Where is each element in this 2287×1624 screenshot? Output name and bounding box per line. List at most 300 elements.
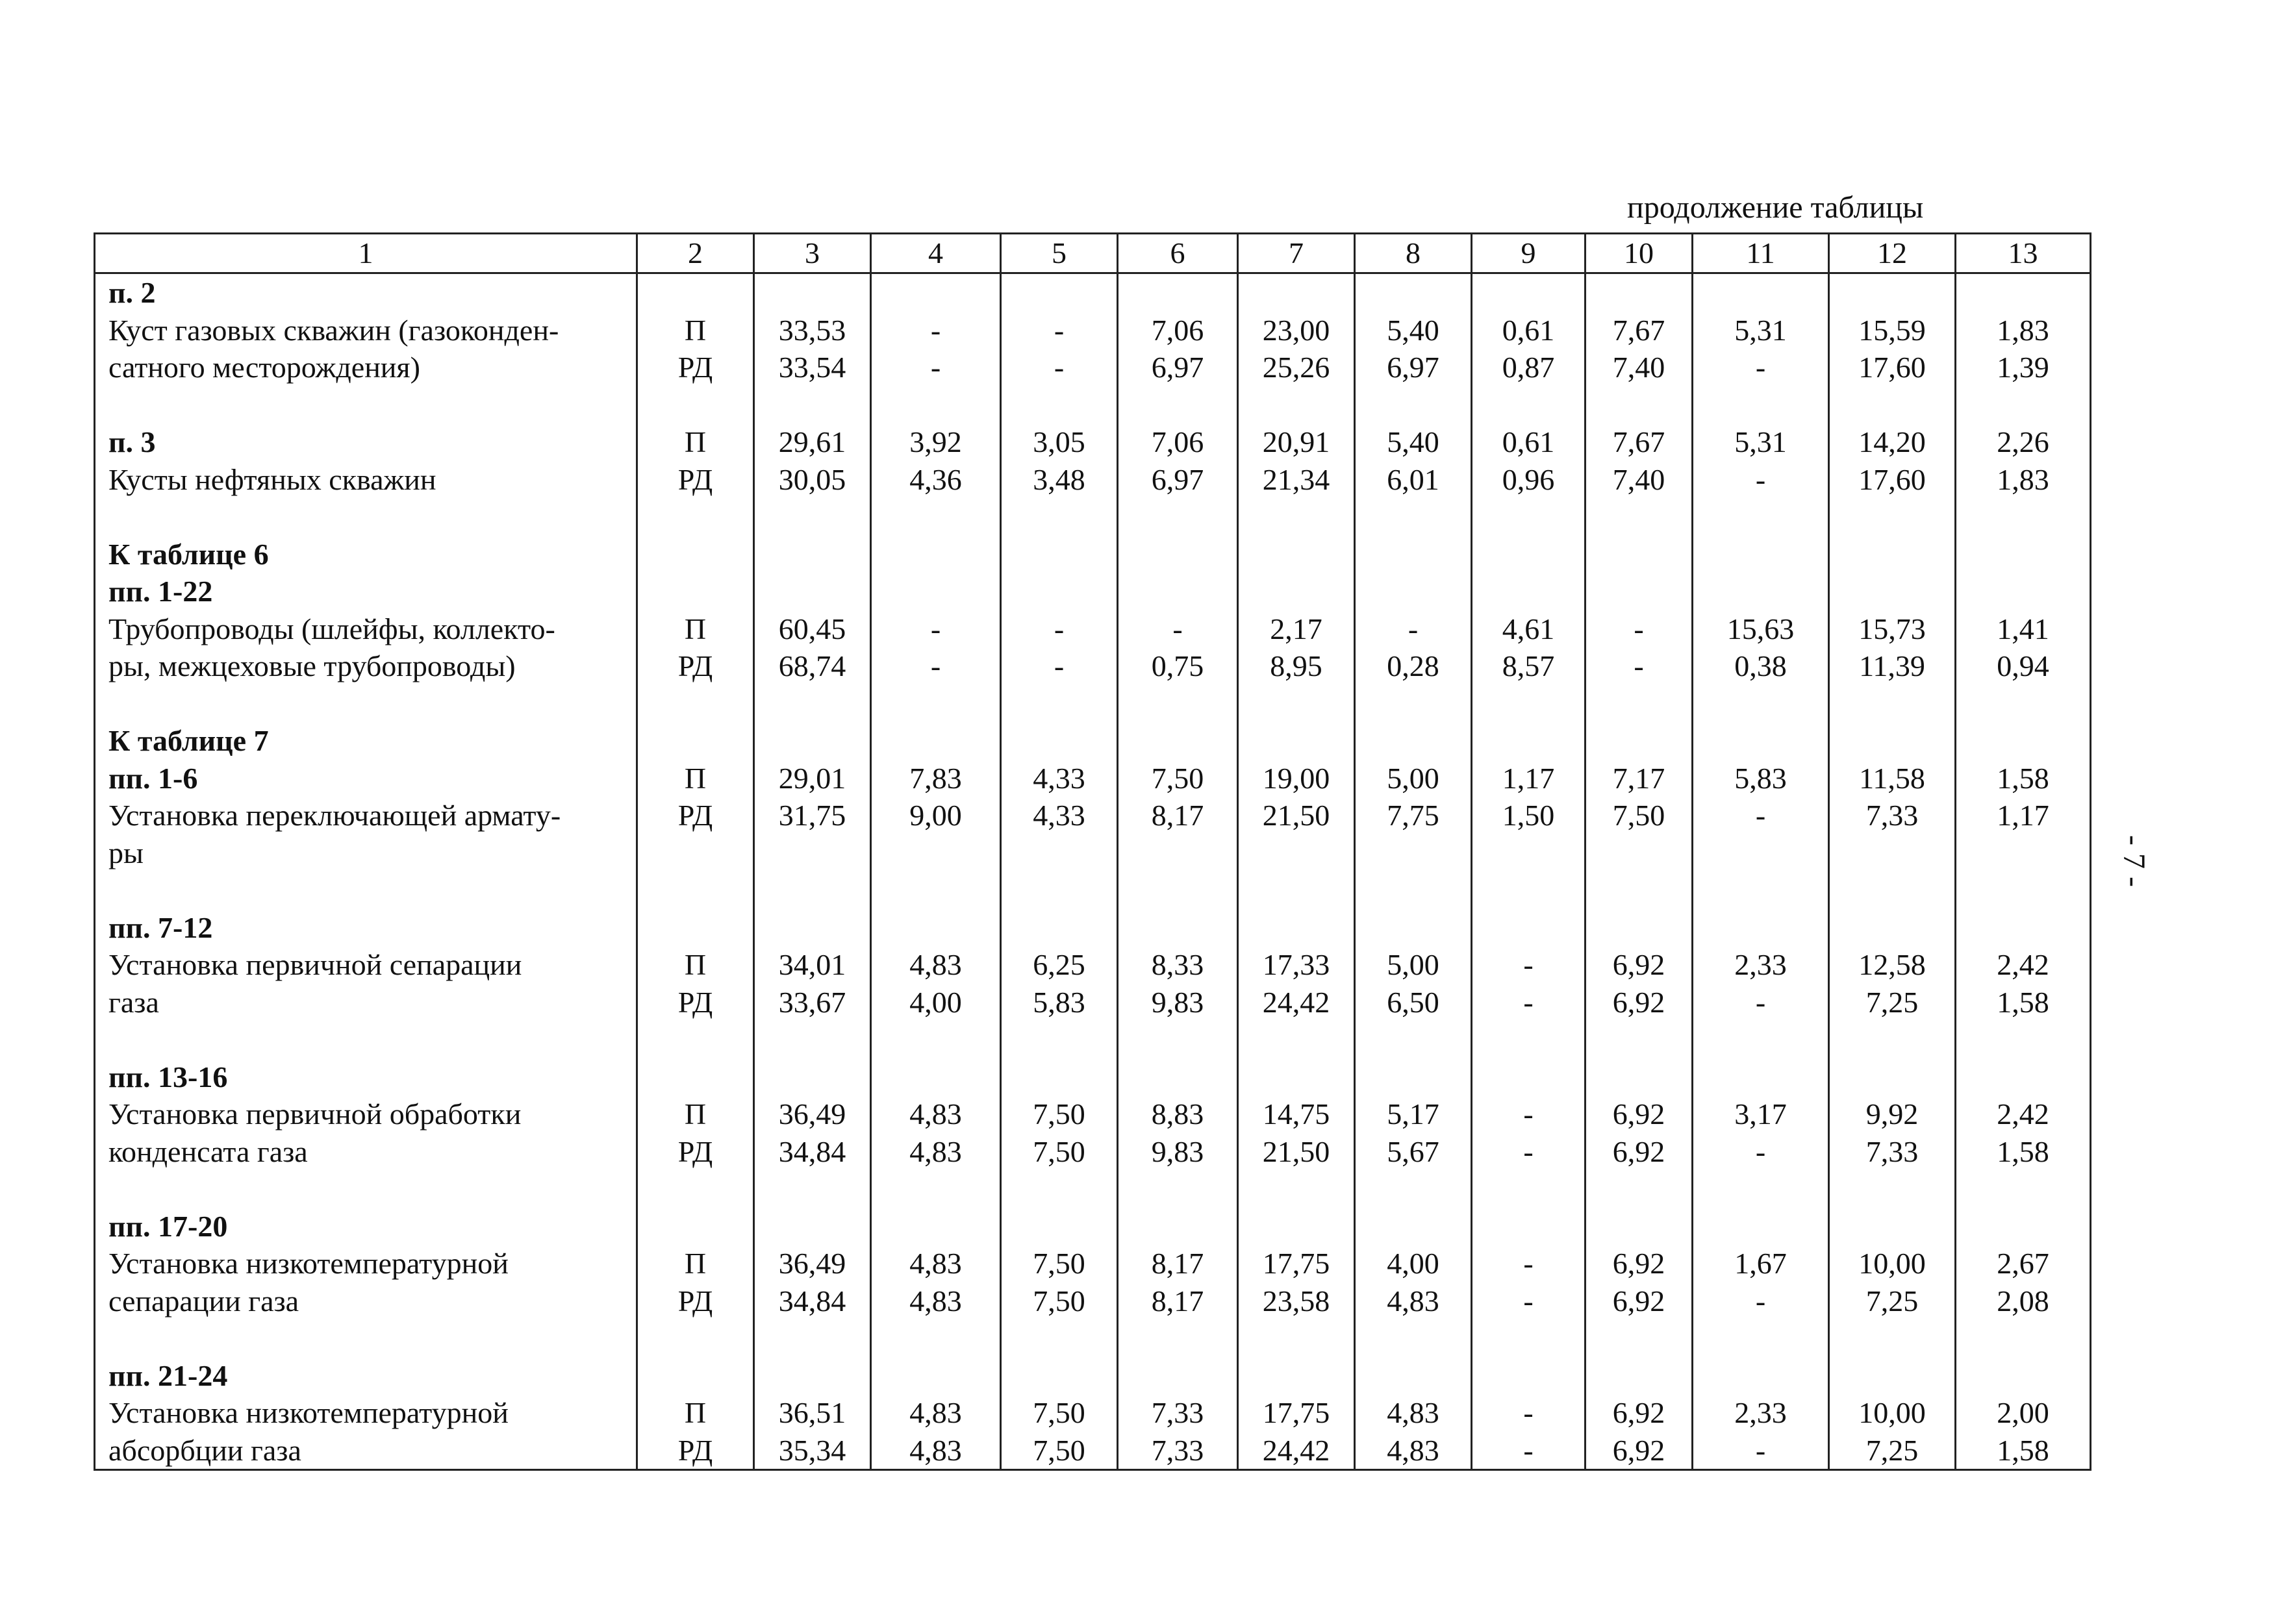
cell-value: 9,83 <box>1151 1134 1204 1168</box>
cell-value <box>1693 909 1828 947</box>
cell-value: 0,28 <box>1387 649 1439 682</box>
cell-value: 8,33 <box>1151 948 1204 981</box>
cell-value <box>1239 573 1354 610</box>
spacer-line <box>1356 685 1471 723</box>
cell-value: 7,25 <box>1865 1433 1919 1467</box>
cell-value: 24,42 <box>1262 1433 1330 1467</box>
cell-value: 4,00 <box>909 985 962 1019</box>
spacer-line <box>1693 1021 1828 1058</box>
spacer-line <box>755 871 870 909</box>
cell-value <box>872 274 1000 312</box>
spacer-line <box>108 386 636 424</box>
section-heading: пп. 1-22 <box>108 575 213 608</box>
cell-value: 8,17 <box>1151 1284 1204 1318</box>
cell-value <box>638 1208 753 1245</box>
cell-value: 7,67 <box>1612 313 1665 347</box>
cell-value <box>1586 274 1691 312</box>
cell-value: 7,50 <box>1033 1097 1085 1131</box>
value-cell <box>1118 536 1238 723</box>
cell-value: 7,50 <box>1033 1396 1085 1429</box>
cell-value <box>1356 722 1471 760</box>
cell-value: 20,91 <box>1262 425 1330 458</box>
value-cell <box>1118 273 1238 424</box>
cell-value: 6,92 <box>1612 1134 1665 1168</box>
cell-value <box>1118 274 1237 312</box>
cell-value: 6,01 <box>1387 462 1439 496</box>
cell-value: 60,45 <box>778 612 846 645</box>
cell-value: - <box>1755 985 1766 1019</box>
cell-value <box>1693 834 1828 872</box>
spacer-line <box>1472 1170 1584 1208</box>
cell-value <box>1472 1058 1584 1096</box>
cell-value: - <box>1523 1134 1534 1168</box>
item-label: Установка первичной сепарации <box>108 948 522 981</box>
value-cell <box>637 1058 754 1208</box>
cell-value: 8,95 <box>1270 649 1322 682</box>
cell-value: 5,67 <box>1387 1134 1439 1168</box>
cell-value: 36,49 <box>778 1247 846 1280</box>
cell-value <box>1956 1357 2090 1395</box>
cell-value: 8,17 <box>1151 1247 1204 1280</box>
cell-value: 2,26 <box>1997 425 2049 458</box>
spacer-line <box>1239 1170 1354 1208</box>
value-cell <box>637 909 754 1058</box>
value-cell <box>1472 909 1586 1058</box>
cell-value: 2,33 <box>1734 1396 1787 1429</box>
spacer-line <box>1118 498 1237 536</box>
value-cell <box>1472 1357 1586 1470</box>
cell-value: 10,00 <box>1858 1247 1926 1280</box>
cell-value: 9,00 <box>909 799 962 832</box>
spacer-line <box>872 871 1000 909</box>
cell-value: 5,00 <box>1387 761 1439 795</box>
cell-value: РД <box>677 462 713 496</box>
value-cell <box>1238 1058 1355 1208</box>
cell-value: 7,25 <box>1865 985 1919 1019</box>
cell-value <box>1586 722 1691 760</box>
spacer-line <box>1586 1319 1691 1357</box>
section-heading: К таблице 6 <box>108 537 269 571</box>
cell-value: 15,73 <box>1858 612 1926 645</box>
cell-value: П <box>684 1097 707 1131</box>
cell-value: - <box>1523 948 1534 981</box>
spacer-line <box>1693 1319 1828 1357</box>
column-header-9: 9 <box>1472 234 1586 273</box>
cell-value: 7,75 <box>1387 799 1439 832</box>
cell-value <box>638 1357 753 1395</box>
cell-value <box>755 909 870 947</box>
cell-value: 14,20 <box>1858 425 1926 458</box>
cell-value <box>1586 834 1691 872</box>
cell-value: 4,83 <box>909 1433 962 1467</box>
value-cell <box>1829 722 1956 909</box>
cell-value <box>638 536 753 573</box>
spacer-line <box>1002 498 1117 536</box>
spacer-line <box>872 1021 1000 1058</box>
cell-value: 6,97 <box>1151 462 1204 496</box>
column-header-7: 7 <box>1238 234 1355 273</box>
cell-value: 7,25 <box>1865 1284 1919 1318</box>
item-label: Трубопроводы (шлейфы, коллекто- <box>108 612 555 645</box>
cell-value: РД <box>677 351 713 384</box>
value-cell <box>1586 722 1693 909</box>
cell-value <box>1002 1208 1117 1245</box>
cell-value: 5,00 <box>1387 948 1439 981</box>
column-header-12: 12 <box>1829 234 1956 273</box>
cell-value: 17,75 <box>1262 1247 1330 1280</box>
cell-value: 6,92 <box>1612 948 1665 981</box>
cell-value <box>872 834 1000 872</box>
value-cell <box>1586 536 1693 723</box>
value-cell <box>1693 536 1829 723</box>
spacer-line <box>638 1319 753 1357</box>
value-cell <box>1238 1357 1355 1470</box>
spacer-line <box>872 498 1000 536</box>
section-heading: пп. 17-20 <box>108 1209 228 1243</box>
cell-value: - <box>1755 351 1766 384</box>
cell-value: 7,50 <box>1033 1284 1085 1318</box>
cell-value <box>1693 536 1828 573</box>
cell-value: 29,61 <box>778 425 846 458</box>
cell-value: 1,17 <box>1997 799 2049 832</box>
row-label-cell <box>95 273 637 424</box>
cell-value: 10,00 <box>1858 1396 1926 1429</box>
spacer-line <box>1002 386 1117 424</box>
cell-value <box>1693 1058 1828 1096</box>
cell-value <box>872 909 1000 947</box>
table-continuation-caption: продолжение таблицы <box>1627 190 1924 225</box>
cell-value: 6,92 <box>1612 1433 1665 1467</box>
cell-value: 2,00 <box>1997 1396 2049 1429</box>
cell-value <box>1002 1058 1117 1096</box>
cell-value: 12,58 <box>1858 948 1926 981</box>
cell-value: 2,67 <box>1997 1247 2049 1280</box>
item-label: газа <box>108 985 159 1019</box>
cell-value <box>872 722 1000 760</box>
value-cell <box>1238 722 1355 909</box>
value-cell <box>1472 1058 1586 1208</box>
cell-value <box>755 1058 870 1096</box>
cell-value: 2,42 <box>1997 1097 2049 1131</box>
cell-value: - <box>1523 1396 1534 1429</box>
cell-value <box>1356 1208 1471 1245</box>
spacer-line <box>1956 498 2090 536</box>
spacer-line <box>755 1319 870 1357</box>
spacer-line <box>1002 1021 1117 1058</box>
cell-value <box>755 274 870 312</box>
cell-value: 4,36 <box>909 462 962 496</box>
cell-value: 1,83 <box>1997 462 2049 496</box>
table-row <box>95 909 2091 1058</box>
cell-value <box>1118 573 1237 610</box>
cell-value: 1,83 <box>1997 313 2049 347</box>
cell-value: 7,50 <box>1151 761 1204 795</box>
spacer-line <box>1830 1170 1954 1208</box>
cell-value: 1,17 <box>1502 761 1555 795</box>
cell-value: - <box>1523 1284 1534 1318</box>
spacer-line <box>1830 498 1954 536</box>
row-label-cell <box>95 1357 637 1470</box>
spacer-line <box>1239 1319 1354 1357</box>
cell-value: 7,33 <box>1151 1396 1204 1429</box>
cell-value <box>1118 1208 1237 1245</box>
cell-value: - <box>1523 985 1534 1019</box>
cell-value <box>755 1208 870 1245</box>
cell-value: П <box>684 1247 707 1280</box>
cell-value: 7,33 <box>1151 1433 1204 1467</box>
value-cell <box>1472 273 1586 424</box>
table-header <box>95 234 2091 273</box>
spacer-line <box>872 1170 1000 1208</box>
value-cell <box>871 423 1001 536</box>
cell-value: - <box>1755 1134 1766 1168</box>
value-cell <box>1693 423 1829 536</box>
cell-value: 7,06 <box>1151 425 1204 458</box>
spacer-line <box>108 1021 636 1058</box>
spacer-line <box>1356 1021 1471 1058</box>
cell-value: 17,75 <box>1262 1396 1330 1429</box>
value-cell <box>1001 536 1118 723</box>
value-cell <box>1355 1058 1472 1208</box>
cell-value <box>1002 1357 1117 1395</box>
cell-value <box>1239 1058 1354 1096</box>
cell-value <box>1956 536 2090 573</box>
item-label: Установка низкотемпературной <box>108 1396 509 1429</box>
value-cell <box>1693 273 1829 424</box>
cell-value: - <box>1054 351 1065 384</box>
item-label: сатного месторождения) <box>108 351 420 384</box>
cell-value <box>1356 274 1471 312</box>
cell-value: 34,84 <box>778 1284 846 1318</box>
spacer-line <box>1586 1170 1691 1208</box>
cell-value: 29,01 <box>778 761 846 795</box>
cell-value: 3,17 <box>1734 1097 1787 1131</box>
value-cell <box>871 273 1001 424</box>
cell-value <box>1693 1357 1828 1395</box>
cell-value: 4,33 <box>1033 761 1085 795</box>
value-cell <box>1238 1208 1355 1357</box>
cell-value: - <box>1408 612 1419 645</box>
cell-value: - <box>1523 1097 1534 1131</box>
value-cell <box>1355 1357 1472 1470</box>
spacer-line <box>108 1319 636 1357</box>
value-cell <box>1829 909 1956 1058</box>
value-cell <box>1001 1208 1118 1357</box>
section-heading: пп. 7-12 <box>108 910 213 944</box>
cell-value: 33,54 <box>778 351 846 384</box>
value-cell <box>637 722 754 909</box>
cell-value: 0,96 <box>1502 462 1555 496</box>
cell-value: РД <box>677 985 713 1019</box>
value-cell <box>1956 536 2091 723</box>
spacer-line <box>638 685 753 723</box>
cell-value <box>1472 573 1584 610</box>
cell-value: 30,05 <box>778 462 846 496</box>
cell-value: РД <box>677 1134 713 1168</box>
value-cell <box>1829 423 1956 536</box>
cell-value: 6,92 <box>1612 1396 1665 1429</box>
spacer-line <box>1956 685 2090 723</box>
cell-value <box>1956 1208 2090 1245</box>
cell-value <box>1830 1357 1954 1395</box>
data-table <box>94 232 2091 1471</box>
cell-value: 7,50 <box>1033 1433 1085 1467</box>
cell-value <box>1586 1058 1691 1096</box>
cell-value <box>755 834 870 872</box>
cell-value: 5,40 <box>1387 313 1439 347</box>
cell-value <box>872 1058 1000 1096</box>
row-label-cell <box>95 722 637 909</box>
value-cell <box>1829 1208 1956 1357</box>
cell-value <box>1830 834 1954 872</box>
cell-value: 31,75 <box>778 799 846 832</box>
section-heading: пп. 21-24 <box>108 1358 228 1392</box>
spacer-line <box>1356 1170 1471 1208</box>
cell-value: - <box>930 649 941 682</box>
column-header-8: 8 <box>1355 234 1472 273</box>
value-cell <box>1355 273 1472 424</box>
spacer-line <box>1356 498 1471 536</box>
cell-value <box>638 573 753 610</box>
value-cell <box>1355 722 1472 909</box>
spacer-line <box>1002 871 1117 909</box>
cell-value <box>1356 834 1471 872</box>
table-row <box>95 1058 2091 1208</box>
cell-value <box>1830 274 1954 312</box>
cell-value <box>1118 722 1237 760</box>
value-cell <box>1693 909 1829 1058</box>
cell-value <box>1239 1208 1354 1245</box>
value-cell <box>1355 909 1472 1058</box>
cell-value: 1,58 <box>1997 1134 2049 1168</box>
cell-value: 7,33 <box>1865 1134 1919 1168</box>
value-cell <box>1472 536 1586 723</box>
cell-value <box>1118 1357 1237 1395</box>
spacer-line <box>1956 871 2090 909</box>
value-cell <box>1118 1208 1238 1357</box>
cell-value: 2,42 <box>1997 948 2049 981</box>
section-heading: п. 2 <box>108 276 156 309</box>
cell-value <box>1586 536 1691 573</box>
spacer-line <box>755 1021 870 1058</box>
value-cell <box>1355 1208 1472 1357</box>
value-cell <box>1472 423 1586 536</box>
value-cell <box>1001 1058 1118 1208</box>
cell-value: 6,97 <box>1151 351 1204 384</box>
cell-value: 9,92 <box>1865 1097 1919 1131</box>
cell-value: 17,33 <box>1262 948 1330 981</box>
cell-value: 3,05 <box>1033 425 1085 458</box>
value-cell <box>1238 273 1355 424</box>
value-cell <box>754 536 871 723</box>
cell-value <box>1239 834 1354 872</box>
cell-value <box>1118 1058 1237 1096</box>
cell-value <box>1586 573 1691 610</box>
value-cell <box>1956 1058 2091 1208</box>
cell-value: - <box>1755 1284 1766 1318</box>
column-header-1: 1 <box>95 234 637 273</box>
spacer-line <box>1586 871 1691 909</box>
value-cell <box>1118 1058 1238 1208</box>
spacer-line <box>108 685 636 723</box>
cell-value: - <box>930 351 941 384</box>
spacer-line <box>1956 1021 2090 1058</box>
cell-value: - <box>1755 1433 1766 1467</box>
value-cell <box>1001 1357 1118 1470</box>
cell-value: 7,17 <box>1612 761 1665 795</box>
cell-value: 23,58 <box>1262 1284 1330 1318</box>
cell-value <box>1356 573 1471 610</box>
value-cell <box>1829 1058 1956 1208</box>
cell-value: 3,48 <box>1033 462 1085 496</box>
cell-value: 4,83 <box>1387 1433 1439 1467</box>
value-cell <box>1238 423 1355 536</box>
cell-value: - <box>1755 462 1766 496</box>
cell-value: 7,06 <box>1151 313 1204 347</box>
spacer-line <box>755 498 870 536</box>
row-label-cell <box>95 536 637 723</box>
section-heading: пп. 13-16 <box>108 1060 228 1093</box>
item-label: Куст газовых скважин (газоконден- <box>108 313 559 347</box>
cell-value: 1,58 <box>1997 761 2049 795</box>
cell-value <box>1472 834 1584 872</box>
item-label: абсорбции газа <box>108 1433 301 1467</box>
cell-value: 34,01 <box>778 948 846 981</box>
cell-value: П <box>684 425 707 458</box>
cell-value: - <box>1755 799 1766 832</box>
value-cell <box>754 1357 871 1470</box>
spacer-line <box>1586 386 1691 424</box>
cell-value <box>1002 536 1117 573</box>
cell-value: 7,33 <box>1865 799 1919 832</box>
cell-value <box>1356 1058 1471 1096</box>
cell-value: 4,83 <box>909 1247 962 1280</box>
cell-value: 19,00 <box>1262 761 1330 795</box>
cell-value <box>1118 909 1237 947</box>
cell-value: - <box>1634 612 1644 645</box>
column-header-6: 6 <box>1118 234 1238 273</box>
cell-value <box>1356 536 1471 573</box>
value-cell <box>1693 1357 1829 1470</box>
cell-value: 35,34 <box>778 1433 846 1467</box>
spacer-line <box>1356 871 1471 909</box>
cell-value: РД <box>677 1433 713 1467</box>
cell-value: 6,92 <box>1612 1284 1665 1318</box>
cell-value: 1,41 <box>1997 612 2049 645</box>
spacer-line <box>1118 386 1237 424</box>
cell-value <box>872 573 1000 610</box>
cell-value: 7,40 <box>1612 351 1665 384</box>
spacer-line <box>108 498 636 536</box>
cell-value <box>1002 834 1117 872</box>
spacer-line <box>1472 685 1584 723</box>
spacer-line <box>638 498 753 536</box>
spacer-line <box>1472 1319 1584 1357</box>
item-label: сепарации газа <box>108 1284 299 1318</box>
cell-value <box>638 1058 753 1096</box>
item-label: Кусты нефтяных скважин <box>108 462 436 496</box>
cell-value: 15,63 <box>1726 612 1795 645</box>
cell-value <box>1239 722 1354 760</box>
cell-value: 6,97 <box>1387 351 1439 384</box>
value-cell <box>1355 536 1472 723</box>
cell-value: 17,60 <box>1858 462 1926 496</box>
cell-value: - <box>1054 612 1065 645</box>
column-header-5: 5 <box>1001 234 1118 273</box>
cell-value: 4,83 <box>909 1134 962 1168</box>
cell-value: 21,50 <box>1262 799 1330 832</box>
value-cell <box>1956 1357 2091 1470</box>
